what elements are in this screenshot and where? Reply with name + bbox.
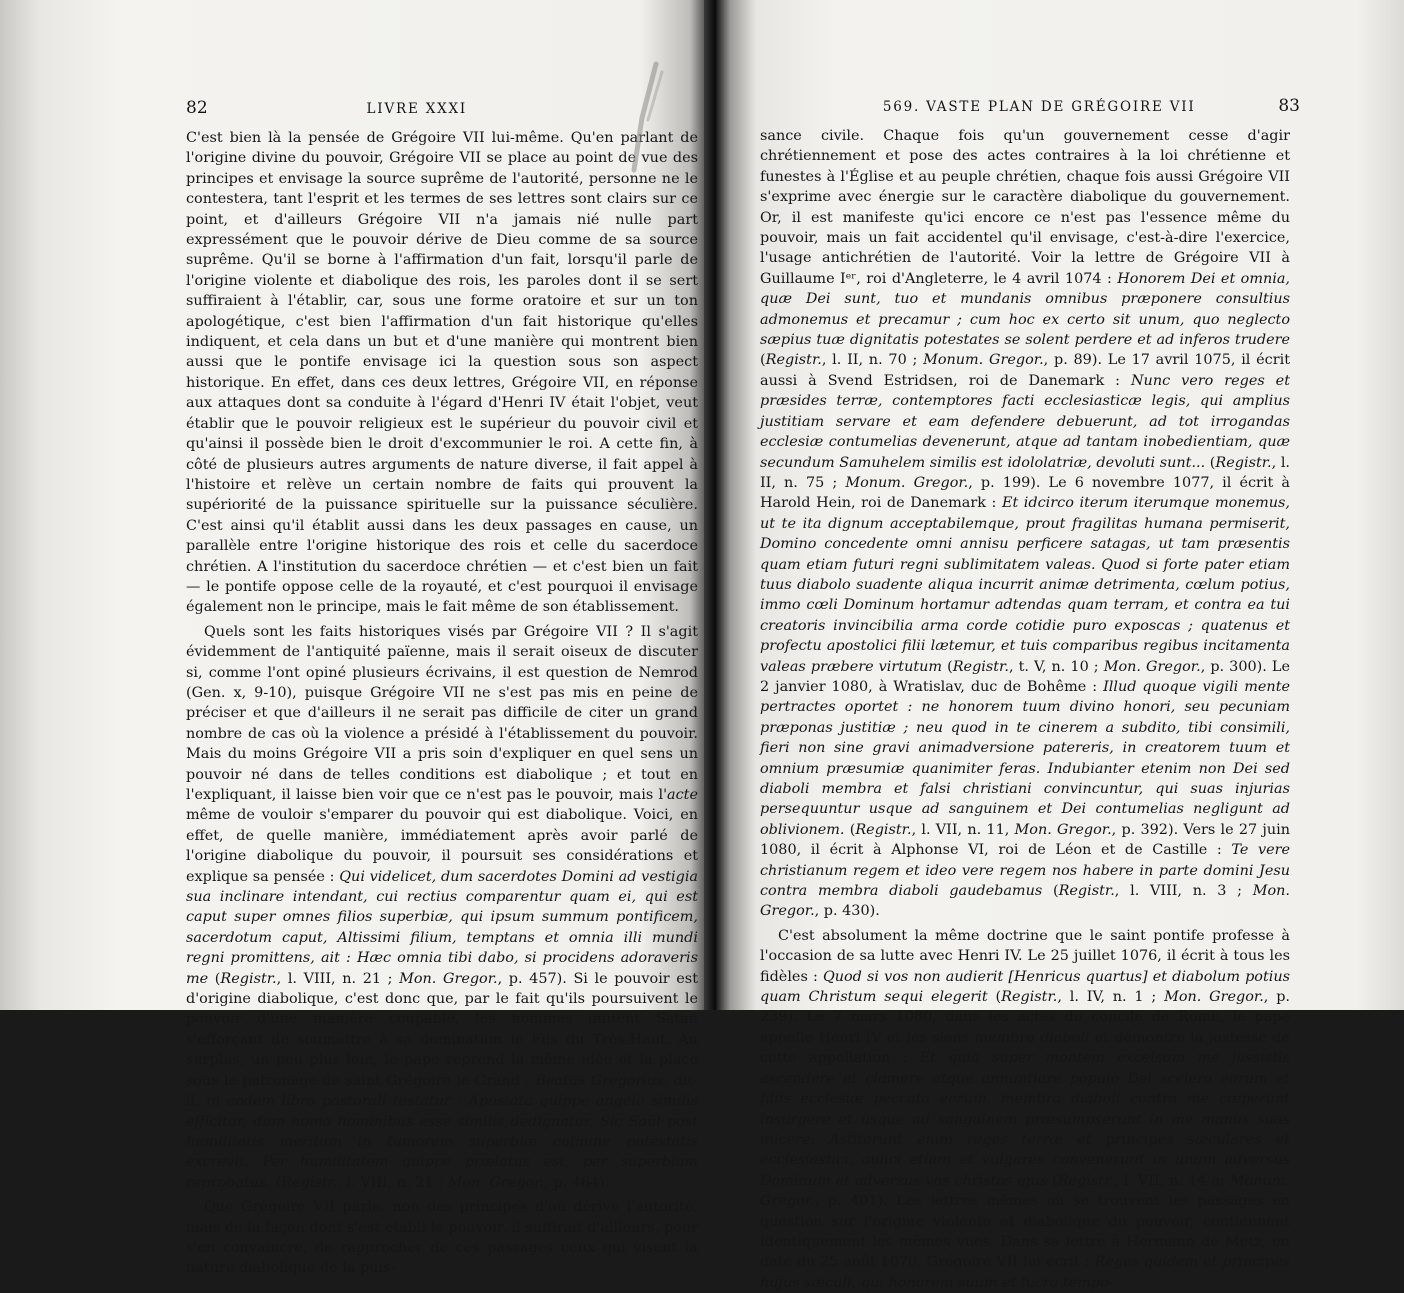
text-segment: ( bbox=[760, 352, 766, 369]
italic-text-segment: Honorem Dei et omnia, quæ Dei sunt, tuo et mundanis omnibus præponere consultius admonemus et precamur ; cum hoc ex certo sit unum, quo neglecto sæpius tuæ dignitatis potestates se solent perdere et ad inferos trudere bbox=[760, 270, 1290, 349]
italic-text-segment: Mon. Gregor. bbox=[1103, 658, 1201, 675]
italic-text-segment: Registr. bbox=[220, 970, 277, 987]
italic-text-segment: Mon. Gregor. bbox=[1014, 821, 1112, 838]
left-page-number: 82 bbox=[186, 98, 208, 118]
text-segment: ( bbox=[208, 970, 221, 987]
text-segment: , dit-il, bbox=[186, 1072, 699, 1110]
text-segment: , p. 300). Le 2 janvier 1080, à Wratislav, duc de Bohême : bbox=[760, 658, 1290, 695]
text-segment: ( bbox=[942, 658, 953, 675]
paragraph bbox=[186, 622, 698, 1193]
italic-text-segment: Mon. Gregor. bbox=[399, 970, 498, 987]
text-segment: même de vouloir s'emparer du pouvoir qui est diabolique. Voici, en effet, de quelle manière, immédiatement après avoir parlé de l'origine diabolique du pouvoir, il poursuit ses considérations et explique sa pensée : bbox=[186, 807, 698, 885]
text-segment: C'est bien là la pensée de Grégoire VII lui-même. Qu'en parlant de l'origine divine du pouvoir, Grégoire VII se place au point de vue des principes et envisage la source suprême de l'autorité, personne ne le contestera, tant l'esprit et les termes de ses lettres sont clairs sur ce point, et d'ailleurs Grégoire VII n'a jamais nié nulle part expressément que le pouvoir dérive de Dieu comme de sa source suprême. Qu'il se borne à l'affirmation d'un fait, lorsqu'il parle de l'origine violente et diabolique des rois, les paroles dont il se sert suffiraient à l'établir, car, sous une forme oratoire et sur un ton apologétique, c'est bien l'affirmation d'un fait historique qu'elles indiquent, et cela dans un but et d'une manière qui montrent bien aussi que le pontife envisage ici la question sous son aspect historique. En effet, dans ces deux lettres, Grégoire VII, en réponse aux attaques dont sa conduite à l'égard d'Henri IV était l'objet, veut établir que le pouvoir religieux est le supérieur du pouvoir civil et qu'ainsi il possède bien le droit d'excommunier le roi. A cette fin, à côté de plusieurs autres arguments de nature diverse, il fait appel à l'histoire et relève un certain nombre de faits qui prouvent la supériorité de la puissance spirituelle sur la puissance séculière. C'est ainsi qu'il établit aussi dans les deux passages en cause, un parallèle entre l'origine historique des rois et celle du sacerdoce chrétien. A l'institution du sacerdoce chrétien — et c'est bien un fait — le pontife oppose celle de la royauté, et c'est pourquoi il envisage également non le principe, mais le fait même de son établissement. bbox=[186, 130, 698, 616]
italic-text-segment: Registr. bbox=[1058, 883, 1115, 900]
text-segment: , l. VIII, n. 21 ; bbox=[337, 1174, 448, 1191]
left-body-text bbox=[186, 128, 698, 1279]
italic-text-segment: membra diaboli bbox=[974, 1029, 1090, 1046]
italic-text-segment: Mon. Gregor. bbox=[760, 883, 1290, 920]
text-segment: , p. 392). Vers le 27 juin 1080, il écrit à Alphonse VI, roi de Léon et de Castille : bbox=[760, 821, 1290, 859]
italic-text-segment: Et idcirco iterum iterumque monemus, ut te ita dignum acceptabilemque, prout fragilitas humana permiserit, Domino concedente omni annisu perficere satagas, ut tam præsentis quam etiam futuri regni sublimitatem valeas. Quod si forte pater etiam tuus diabolo suadente aliqua incurrit animæ detrimenta, cœlum potius, immo cœli Dominum hortamur adtendas quam terram, et contra ea tui creatoris invincibilia arma corde cotidie puro exposcas ; quatenus et profectu apostolici filii lætemur, et tuis comparibus regibus incitamenta valeas præbere virtutum bbox=[760, 495, 1290, 675]
italic-text-segment: Nunc vero reges et præsides terræ, contemptores facti ecclesiasticæ legis, qui amplius justitiam servare et eam defendere debuerunt, ad tot irrogandas ecclesiæ contumelias devenerunt, atque ad tantam inobedientiam, quæ secundum Samuhelem similis est idololatriæ, devoluti sunt... bbox=[760, 372, 1290, 471]
italic-text-segment: Registr. bbox=[952, 658, 1009, 675]
text-segment: , l. IV, n. 1 ; bbox=[1057, 989, 1165, 1006]
italic-text-segment: Mon. Gregor. bbox=[1164, 989, 1264, 1006]
paragraph bbox=[186, 128, 698, 618]
text-segment: , p. 89). Le 17 avril 1075, il écrit aussi à Svend Estridsen, roi de Danemark : bbox=[760, 352, 1290, 389]
text-segment: , t. V, n. 10 ; bbox=[1008, 658, 1104, 675]
paragraph bbox=[760, 126, 1290, 922]
text-segment: , l. VII, n. 14 a; bbox=[1114, 1172, 1230, 1189]
text-segment: ( bbox=[844, 821, 856, 838]
italic-text-segment: Quod si vos non audierit [Henricus quartus] et diabolum potius quam Christum sequi elegerit bbox=[760, 968, 1291, 1006]
italic-text-segment: Qui videlicet, dum sacerdotes Domini ad vestigia sua inclinare intendant, cui rectius comparentur quam ei, qui est caput super omnes filios superbiæ, qui ipsum summum pontificem, sacerdotum caput, Altissimi filium, temptans et omnia illi mundi regni promittens, ait : Hæc omnia tibi dabo, si procidens adoraveris me bbox=[186, 868, 698, 987]
italic-text-segment: Registr. bbox=[855, 821, 912, 838]
italic-text-segment: Registr. bbox=[1057, 1172, 1115, 1189]
italic-text-segment: Registr. bbox=[1001, 989, 1058, 1006]
italic-text-segment: Mon. Gregor. bbox=[447, 1174, 545, 1191]
text-segment: sance civile. Chaque fois qu'un gouvernement cesse d'agir chrétiennement et pose des actes contraires à la loi chrétienne et funestes à l'Église et au peuple chrétien, chaque fois aussi Grégoire VII s'exprime avec énergie sur le caractère diabolique du gouvernement. Or, il est manifeste qu'ici encore ce n'est pas l'essence même du pouvoir, mais un fait accidentel qu'il envisage, c'est-à-dire l'exercice, l'usage antichrétien de l'autorité. Voir la lettre de Grégoire VII à Guillaume Iᵉʳ, roi d'Angleterre, le 4 avril 1074 : bbox=[760, 128, 1290, 287]
left-running-title: LIVRE XXXI bbox=[366, 101, 468, 117]
text-segment: , l. II, n. 75 ; bbox=[760, 454, 1290, 491]
italic-text-segment: Monum. Gregor. bbox=[923, 352, 1044, 369]
text-segment: ( bbox=[1205, 454, 1216, 471]
italic-text-segment: Illud quoque vigili mente pertractes oportet : ne honorem tuum divino honori, seu pecuniam præponas justitiæ ; neu quod in te cinerem a subdito, tibi consimili, fieri non sine gravi animadversione patereris, in creatorem tuum et omnium præsumiæ quanimiter feras. Indubianter etenim non Dei sed diaboli membra et falsi christiani convincuntur, qui suas injurias persequuntur usque ad sanguinem et Dei contumelias negligunt ad oblivionem. bbox=[760, 678, 1290, 838]
italic-text-segment: Reges quidem et principes hujus sæculi, qui honorem suum et lucra tempo- bbox=[760, 1254, 1290, 1291]
text-segment: ( bbox=[270, 1174, 282, 1191]
text-segment: C'est absolument la même doctrine que le saint pontife professe à l'occasion de sa lutte avec Henri IV. Le 25 juillet 1076, il écrit à tous les fidèles : bbox=[760, 927, 1290, 985]
right-body-text bbox=[760, 126, 1290, 1293]
italic-text-segment: Registr. bbox=[765, 352, 822, 369]
text-segment: , l. VIII, n. 3 ; bbox=[1114, 883, 1253, 900]
italic-text-segment: acte bbox=[667, 787, 698, 803]
text-segment: Que Grégoire VII parle, non des principes d'où dérive l'autorité, mais de la façon dont s'est établi le pouvoir, il suffirait d'ailleurs, pour s'en convaincre, de rapprocher de ces passages ceux qui visent la nature diabolique de la puis- bbox=[186, 1199, 698, 1277]
italic-text-segment: Et quia super montem excelsum me jussistis ascendere et clamare atque annuntiare populo Dei scelera eorum et filiis ecclesiæ peccata eorum, membra diaboli contra me cœperunt insurgere et usque ad sanguinem præsumpserunt in me manus suas inicere. Astiterunt enim reges terræ et principes sæculares et ecclesiastici, aulici etiam et vulgares convenerunt in unum adversus Dominum et adversus vos christos ejus bbox=[760, 1050, 1290, 1189]
text-segment: , p. 464). bbox=[544, 1174, 610, 1191]
right-page bbox=[716, 0, 1404, 1291]
text-segment: ( bbox=[987, 989, 1002, 1006]
text-segment: Quels sont les faits historiques visés par Grégoire VII ? Il s'agit évidemment de l'antiquité païenne, mais il serait oiseux de discuter si, comme l'ont opiné plusieurs écrivains, il est question de Nemrod (Gen. x, 9-10), puisque Grégoire VII ne s'est pas mis en peine de préciser et que d'ailleurs il ne serait pas difficile de citer un grand nombre de cas où la violence a présidé à l'établissement du pouvoir. Mais du moins Grégoire VII a pris soin d'expliquer en quel sens un pouvoir né dans de telles conditions est diabolique ; et tout en l'expliquant, il laisse bien voir que ce n'est pas le pouvoir, mais l' bbox=[186, 623, 698, 803]
right-running-head bbox=[760, 96, 1300, 118]
italic-text-segment: in eodem libro pastorali testatur : Apostata quippe angelo similis efficitur, dum homo hominibus esse similis dedignatur. Sic Saül post humilitatis meritum in tumorem superbiæ culmine potestatis excrevit. Per humilitatem quippe prælatus est, per superbiam reprobatus. bbox=[186, 1093, 698, 1191]
text-segment: ( bbox=[1047, 1172, 1058, 1189]
italic-text-segment: Beatus Gregorius bbox=[535, 1072, 664, 1089]
paragraph bbox=[760, 926, 1290, 1293]
right-running-title: 569. VASTE PLAN DE GRÉGOIRE VII bbox=[882, 99, 1196, 115]
text-segment: , p. 401). Les lettres mêmes où se trouvent les passages en question sur l'origine violente et diabolique du pouvoir, contiennent identiquement les mêmes vues. Dans sa lettre à Hermann de Metz, en date du 25 août 1070, Grégoire VII lui écrit : bbox=[760, 1193, 1290, 1271]
text-segment: , p. 457). Si le pouvoir est d'origine diabolique, c'est donc que, par le fait qu'ils poursuivent le pouvoir d'une manière coupable, les hommes imitent Satan s'efforçant de soumettre à sa domination le Fils du Très-Haut. Au surplus, un peu plus loin, le pape reprend la même idée et la place sous le patronage de saint Grégoire le Grand : bbox=[186, 970, 698, 1089]
italic-text-segment: Te vere christianum regem et ideo vere regem nos habere in parte domini Jesu contra membra diaboli gaudebamus bbox=[760, 842, 1290, 900]
text-segment: ( bbox=[1042, 883, 1059, 900]
paragraph bbox=[186, 1197, 698, 1279]
text-segment: , l. VIII, n. 21 ; bbox=[276, 970, 400, 987]
text-segment: , p. 430). bbox=[814, 903, 880, 920]
italic-text-segment: Monum. Gregor. bbox=[845, 474, 969, 491]
right-page-number: 83 bbox=[1278, 96, 1300, 116]
text-segment: et démontre la justesse de cette appellation : bbox=[760, 1029, 1290, 1067]
italic-text-segment: Monum. Gregor. bbox=[760, 1172, 1290, 1210]
text-segment: , p. 239). Le 7 mars 1080, dans les actes du concile de Rome, le pape appelle Henri IV et les siens bbox=[760, 989, 1290, 1046]
text-segment: , l. VII, n. 11, bbox=[911, 821, 1015, 838]
italic-text-segment: Registr. bbox=[281, 1174, 338, 1191]
left-running-head bbox=[186, 98, 706, 120]
italic-text-segment: Registr. bbox=[1215, 454, 1272, 471]
text-segment: , l. II, n. 70 ; bbox=[821, 352, 924, 369]
text-segment: , p. 199). Le 6 novembre 1077, il écrit à Harold Hein, roi de Danemark : bbox=[760, 474, 1290, 512]
